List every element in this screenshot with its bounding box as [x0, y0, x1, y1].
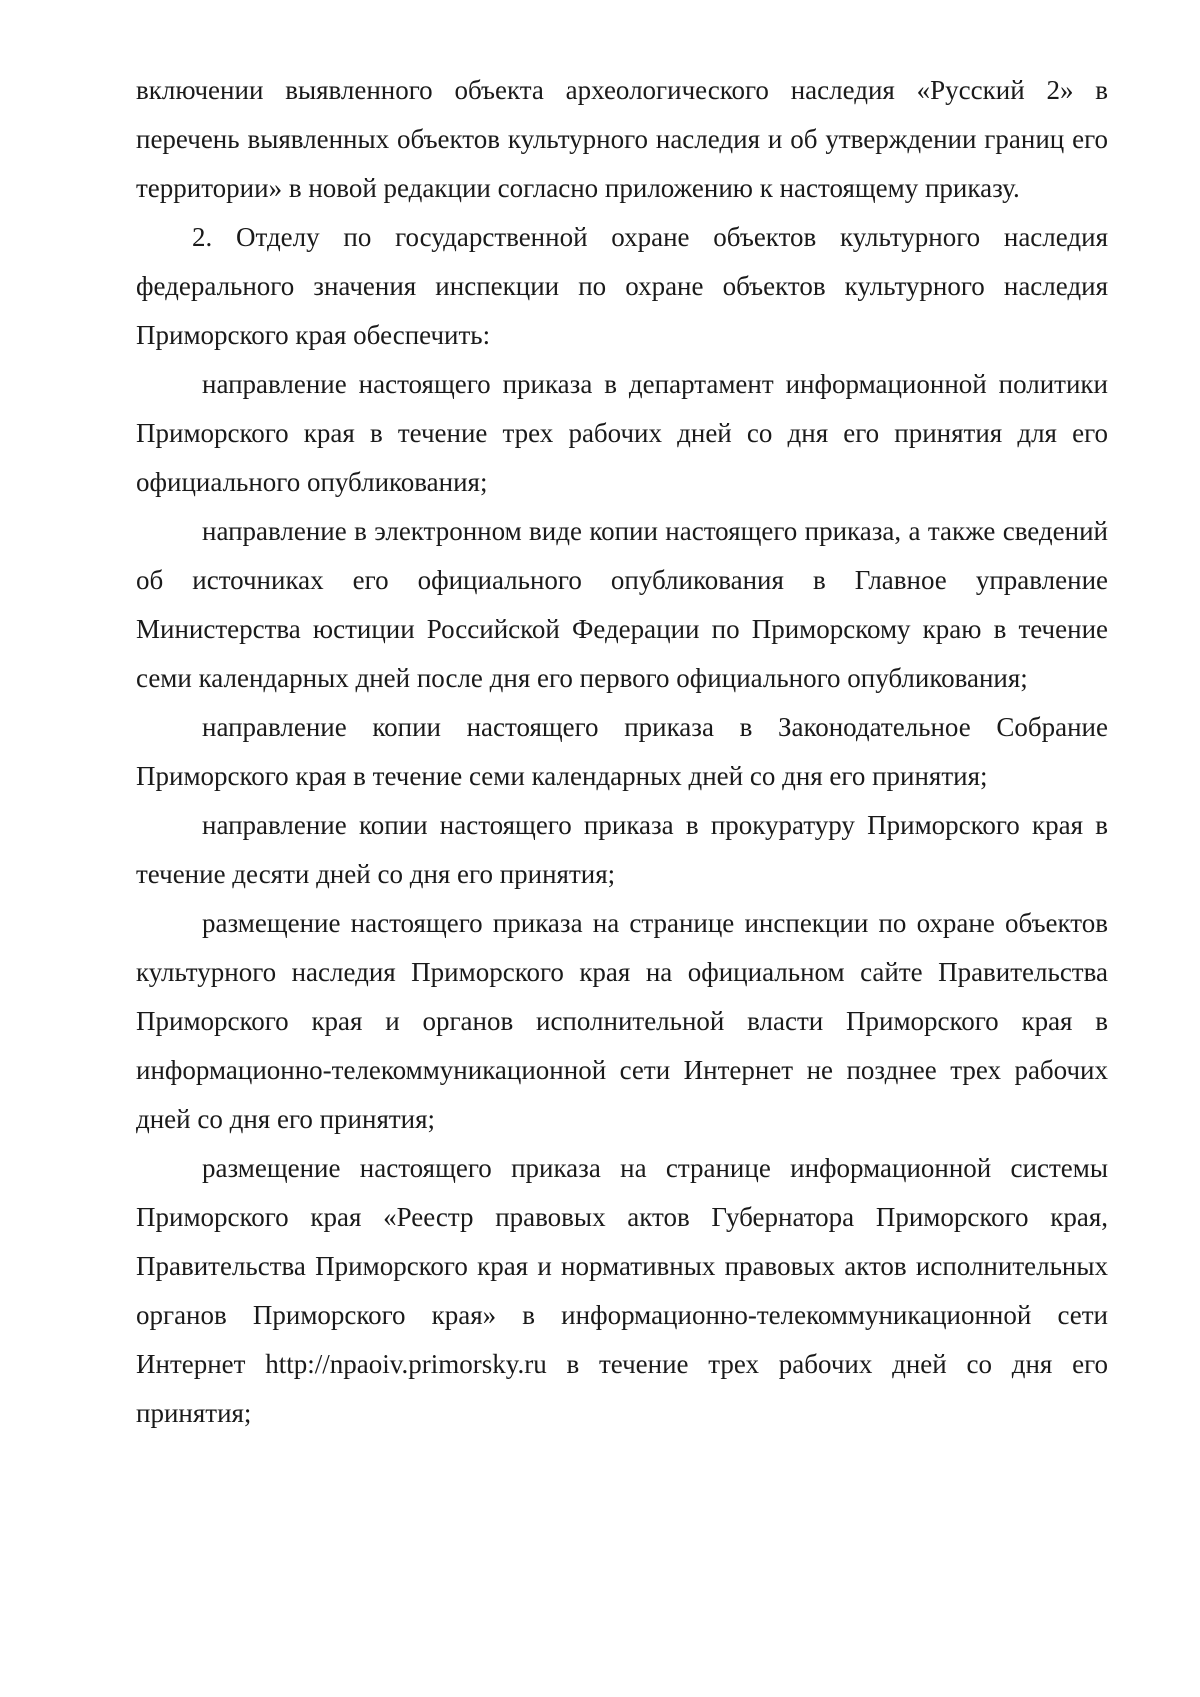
paragraph-send-to-prosecutor: направление копии настоящего приказа в прокуратуру Приморского края в течение десяти дней со дня его принятия; [136, 810, 1108, 889]
paragraph-continuation: включении выявленного объекта археологического наследия «Русский 2» в перечень выявленных объектов культурного наследия и об утверждении границ его территории» в новой редакции согласно приложению к настоящему приказу. [136, 75, 1108, 203]
paragraph-item-2: 2. Отделу по государственной охране объектов культурного наследия федерального значения инспекции по охране объектов культурного наследия Приморского края обеспечить: [136, 222, 1108, 350]
paragraph-send-to-assembly: направление копии настоящего приказа в Законодательное Собрание Приморского края в течение семи календарных дней со дня его принятия; [136, 712, 1108, 791]
paragraph-send-to-ministry: направление в электронном виде копии настоящего приказа, а также сведений об источниках его официального опубликования в Главное управление Министерства юстиции Российской Федерации по Приморскому краю в течение семи календарных дней после дня его первого официального опубликования; [136, 516, 1108, 693]
paragraph-publish-on-site: размещение настоящего приказа на странице инспекции по охране объектов культурного наследия Приморского края на официальном сайте Правительства Приморского края и органов исполнительной власти Приморского края в информационно-телекоммуникационной сети Интернет не позднее трех рабочих дней со дня его принятия; [136, 908, 1108, 1134]
document-body [136, 66, 1108, 1438]
paragraph-publish-in-registry: размещение настоящего приказа на странице информационной системы Приморского края «Реестр правовых актов Губернатора Приморского края, Правительства Приморского края и нормативных правовых актов исполнительных органов Приморского края» в информационно-телекоммуникационной сети Интернет http://npaoiv.primorsky.ru в течение трех рабочих дней со дня его принятия; [136, 1153, 1108, 1428]
paragraph-send-to-department: направление настоящего приказа в департамент информационной политики Приморского края в течение трех рабочих дней со дня его принятия для его официального опубликования; [136, 369, 1108, 497]
